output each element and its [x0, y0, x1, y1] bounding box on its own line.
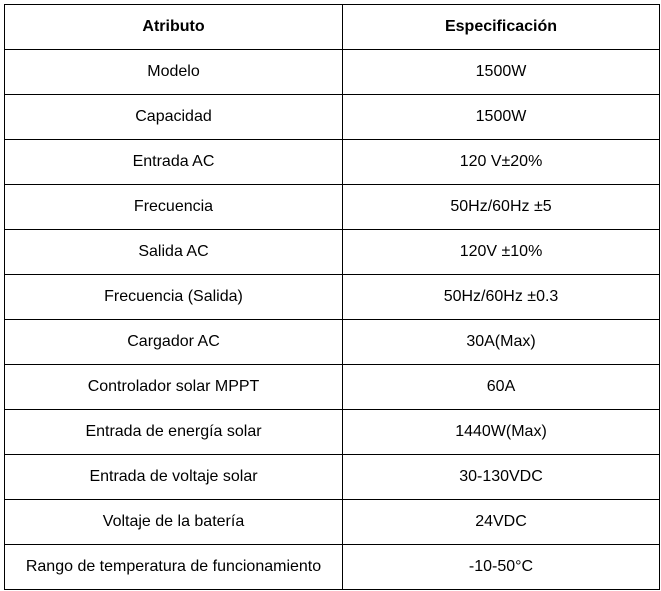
table-row: [5, 95, 660, 140]
table-row: [5, 455, 660, 500]
table-row: [5, 365, 660, 410]
table-row: [5, 320, 660, 365]
attribute-cell: Frecuencia (Salida): [5, 275, 343, 320]
attribute-cell: Entrada AC: [5, 140, 343, 185]
table-row: [5, 50, 660, 95]
value-cell: 1500W: [343, 50, 660, 95]
table-row: [5, 275, 660, 320]
header-attribute: Atributo: [5, 5, 343, 50]
value-cell: 60A: [343, 365, 660, 410]
attribute-cell: Entrada de voltaje solar: [5, 455, 343, 500]
table-row: [5, 410, 660, 455]
value-cell: 30A(Max): [343, 320, 660, 365]
value-cell: 24VDC: [343, 500, 660, 545]
attribute-cell: Salida AC: [5, 230, 343, 275]
header-specification: Especificación: [343, 5, 660, 50]
attribute-cell: Modelo: [5, 50, 343, 95]
attribute-cell: Frecuencia: [5, 185, 343, 230]
spec-table: [4, 4, 660, 590]
value-cell: 50Hz/60Hz ±5: [343, 185, 660, 230]
attribute-cell: Controlador solar MPPT: [5, 365, 343, 410]
header-row: [5, 5, 660, 50]
value-cell: -10-50°C: [343, 545, 660, 590]
value-cell: 120V ±10%: [343, 230, 660, 275]
attribute-cell: Entrada de energía solar: [5, 410, 343, 455]
table-row: [5, 500, 660, 545]
value-cell: 50Hz/60Hz ±0.3: [343, 275, 660, 320]
table-header: [5, 5, 660, 50]
value-cell: 1440W(Max): [343, 410, 660, 455]
value-cell: 30-130VDC: [343, 455, 660, 500]
table-row: [5, 140, 660, 185]
value-cell: 1500W: [343, 95, 660, 140]
attribute-cell: Rango de temperatura de funcionamiento: [5, 545, 343, 590]
attribute-cell: Capacidad: [5, 95, 343, 140]
value-cell: 120 V±20%: [343, 140, 660, 185]
table-row: [5, 185, 660, 230]
table-row: [5, 230, 660, 275]
table-row: [5, 545, 660, 590]
attribute-cell: Cargador AC: [5, 320, 343, 365]
table-body: [5, 50, 660, 590]
attribute-cell: Voltaje de la batería: [5, 500, 343, 545]
